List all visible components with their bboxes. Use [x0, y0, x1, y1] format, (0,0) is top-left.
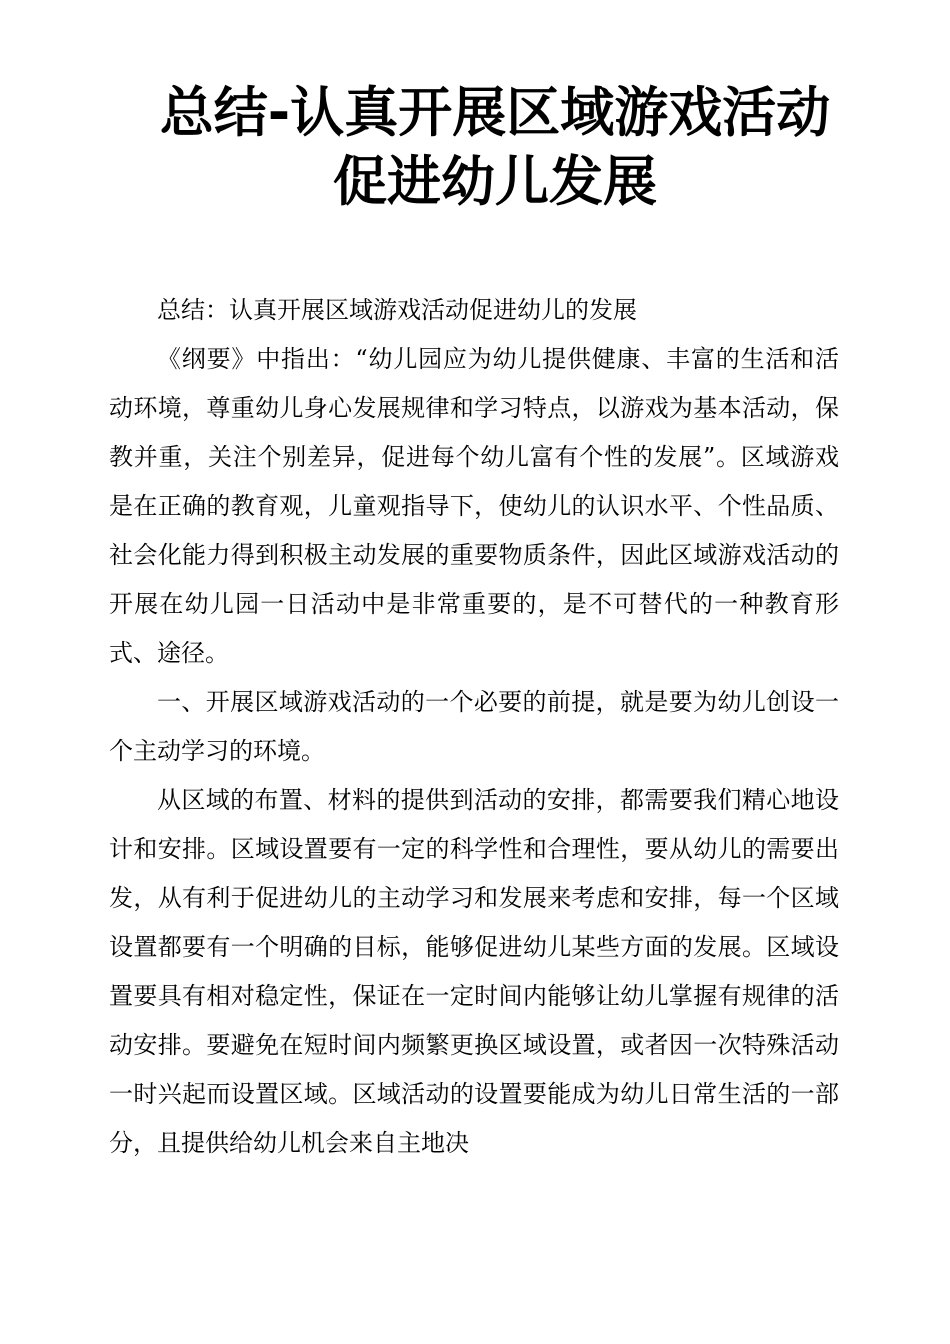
document-title-line-2: 促进幼儿发展 [333, 150, 657, 213]
paragraph-section-one-heading: 一、开展区域游戏活动的一个必要的前提，就是要为幼儿创设一个主动学习的环境。 [109, 688, 839, 765]
document-body [109, 286, 839, 1168]
paragraph-subtitle: 总结：认真开展区域游戏活动促进幼儿的发展 [157, 296, 637, 324]
paragraph-area-setup: 从区域的布置、材料的提供到活动的安排，都需要我们精心地设计和安排。区域设置要有一定的科学性和合理性，要从幼儿的需要出发，从有利于促进幼儿的主动学习和发展来考虑和安排，每一个区域设置都要有一个明确的目标，能够促进幼儿某些方面的发展。区域设置要具有相对稳定性，保证在一定时间内能够让幼儿掌握有规律的活动安排。要避免在短时间内频繁更换区域设置，或者因一次特殊活动一时兴起而设置区域。区域活动的设置要能成为幼儿日常生活的一部分，且提供给幼儿机会来自主地决 [109, 786, 839, 1157]
paragraph-guideline-quote: 《纲要》中指出：“幼儿园应为幼儿提供健康、丰富的生活和活动环境，尊重幼儿身心发展规律和学习特点，以游戏为基本活动，保教并重，关注个别差异，促进每个幼儿富有个性的发展”。区域游戏是在正确的教育观，儿童观指导下，使幼儿的认识水平、个性品质、社会化能力得到积极主动发展的重要物质条件，因此区域游戏活动的开展在幼儿园一日活动中是非常重要的，是不可替代的一种教育形式、途径。 [109, 345, 839, 667]
document-title-line-1: 总结-认真开展区域游戏活动 [159, 81, 831, 144]
